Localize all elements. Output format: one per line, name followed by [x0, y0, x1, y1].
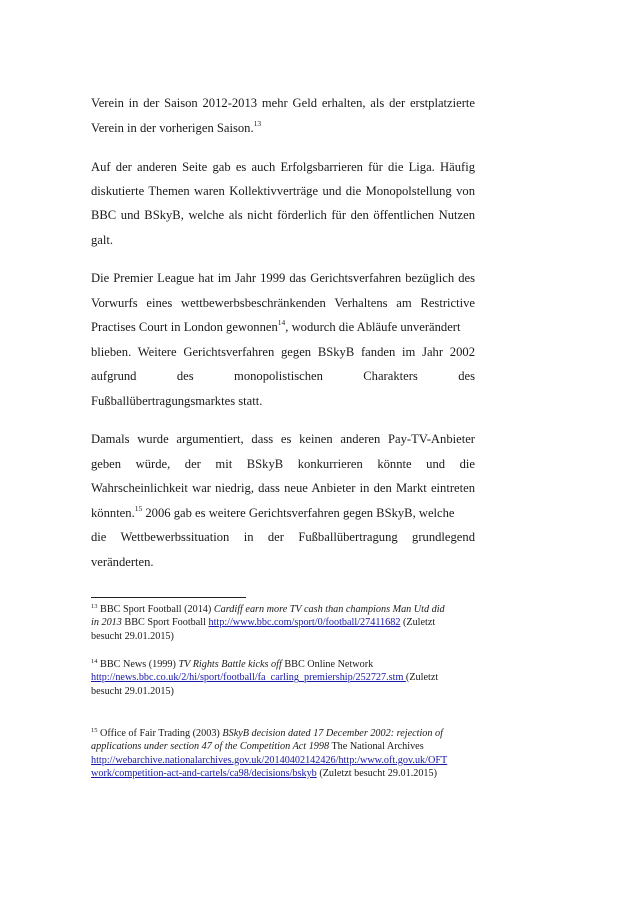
footnote-text: (Zuletzt	[400, 617, 436, 629]
footnote-line	[91, 767, 483, 780]
footnote-link[interactable]: work/competition-act-and-cartels/ca98/decisions/bskyb	[91, 767, 317, 779]
body-line: Verein in der Saison 2012-2013 mehr Geld erhalten, als der erstplatzierte	[91, 96, 475, 110]
body-line	[91, 505, 475, 521]
footnote-15	[91, 727, 483, 780]
body-line	[91, 120, 475, 136]
footnote-separator	[91, 597, 246, 598]
footnote-number: 15	[91, 727, 98, 734]
footnote-ref[interactable]: 15	[134, 504, 143, 513]
footnote-text: (Zuletzt	[405, 672, 439, 684]
body-line	[91, 319, 475, 335]
footnote-line	[91, 740, 483, 753]
body-line: Fußballübertragungsmarktes statt.	[91, 394, 263, 408]
body-line: galt.	[91, 233, 114, 247]
footnote-title: in 2013	[91, 617, 122, 629]
footnote-title: BSkyB decision dated 17 December 2002: rejection of	[222, 728, 443, 739]
footnote-title: TV Rights Battle kicks off	[178, 659, 282, 670]
body-text: Practises Court in London gewonnen	[91, 320, 278, 334]
footnote-line: besucht 29.01.2015)	[91, 685, 174, 697]
body-text: , wodurch die Abläufe unverändert	[285, 320, 461, 334]
footnote-text: BBC Sport Football	[121, 617, 209, 629]
body-text: Verein in der vorherigen Saison.	[91, 121, 254, 135]
body-line: die Wettbewerbssituation in der Fußballübertragung grundlegend	[91, 530, 475, 544]
footnote-title: Cardiff earn more TV cash than champions Man Utd did	[213, 604, 445, 615]
footnote-line: besucht 29.01.2015)	[91, 630, 174, 642]
footnote-text: BBC Online Network	[281, 659, 374, 670]
footnote-line	[91, 603, 483, 616]
footnote-text: BBC News (1999)	[97, 659, 179, 670]
body-line: BBC und BSkyB, welche als nicht förderlich für den öffentlichen Nutzen	[91, 208, 475, 222]
footnote-line	[91, 754, 483, 767]
body-line: Auf der anderen Seite gab es auch Erfolgsbarrieren für die Liga. Häufig	[91, 160, 475, 174]
body-line: Wahrscheinlichkeit war niedrig, dass neue Anbieter in den Markt eintreten	[91, 481, 475, 495]
body-line: aufgrund des monopolistischen Charakters des	[91, 369, 475, 383]
body-text: 2006 gab es weitere Gerichtsverfahren gegen BSkyB, welche	[142, 506, 455, 520]
footnote-line	[91, 658, 483, 671]
footnote-text: Office of Fair Trading (2003)	[97, 728, 223, 739]
footnote-ref[interactable]: 13	[253, 119, 262, 128]
footnote-text: BBC Sport Football (2014)	[97, 604, 214, 615]
footnote-text: (Zuletzt besucht 29.01.2015)	[316, 767, 438, 779]
footnote-14	[91, 658, 483, 698]
footnote-line	[91, 616, 483, 629]
body-line: diskutierte Themen waren Kollektivverträge und die Monopolstellung von	[91, 184, 475, 198]
body-line: blieben. Weitere Gerichtsverfahren gegen BSkyB fanden im Jahr 2002	[91, 345, 475, 359]
body-line: Vorwurfs eines wettbewerbsbeschränkenden Verhaltens am Restrictive	[91, 296, 475, 310]
footnote-link[interactable]: http://news.bbc.co.uk/2/hi/sport/football/fa_carling_premiership/252727.stm	[91, 672, 406, 684]
footnote-number: 14	[91, 658, 98, 665]
footnote-ref[interactable]: 14	[277, 318, 286, 327]
footnote-link[interactable]: http://webarchive.nationalarchives.gov.uk/20140402142426/http:/www.oft.gov.uk/OFT	[91, 754, 448, 766]
footnote-title: applications under section 47 of the Competition Act 1998	[91, 741, 330, 753]
footnote-link[interactable]: http://www.bbc.com/sport/0/football/27411682	[208, 617, 401, 629]
body-line: veränderten.	[91, 555, 154, 569]
body-line: Die Premier League hat im Jahr 1999 das Gerichtsverfahren bezüglich des	[91, 271, 475, 285]
body-text: könnten.	[91, 506, 135, 520]
footnote-number: 13	[91, 603, 98, 610]
footnote-line	[91, 727, 483, 740]
body-line: geben würde, der mit BSkyB konkurrieren könnte und die	[91, 457, 475, 471]
footnote-line	[91, 671, 483, 684]
footnote-13	[91, 603, 483, 643]
footnote-text: The National Archives	[329, 741, 424, 753]
body-line: Damals wurde argumentiert, dass es keinen anderen Pay-TV-Anbieter	[91, 432, 475, 446]
